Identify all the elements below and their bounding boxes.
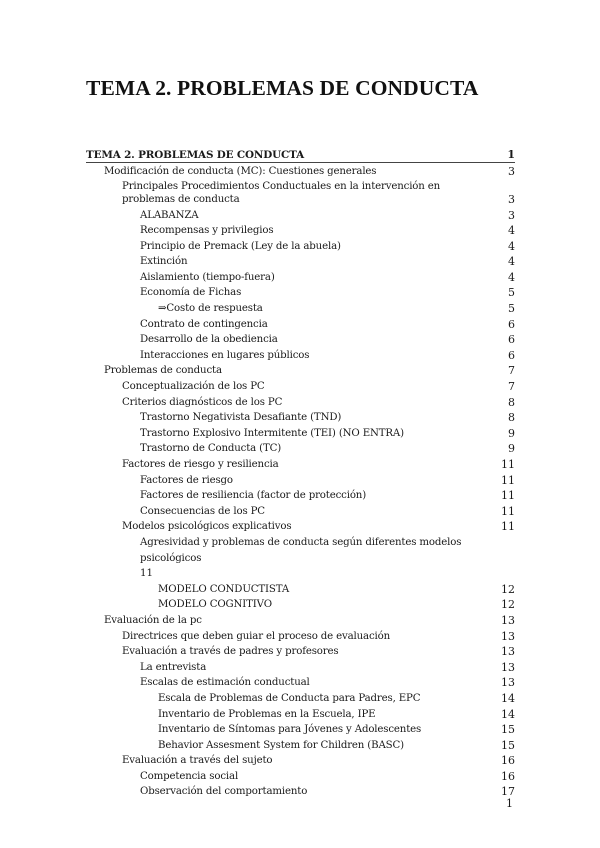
toc-entry-title: Inventario de Problemas en la Escuela, IPE bbox=[158, 708, 376, 720]
toc-entry-title: TEMA 2. PROBLEMAS DE CONDUCTA bbox=[86, 149, 305, 161]
toc-entry-title: Trastorno Explosivo Intermitente (TEI) (NO ENTRA) bbox=[140, 427, 404, 439]
toc-entry-title: Criterios diagnósticos de los PC bbox=[122, 396, 283, 408]
toc-entry-page: 11 bbox=[501, 473, 515, 487]
toc-entry-title: Directrices que deben guiar el proceso de evaluación bbox=[122, 630, 391, 642]
toc-entry[interactable] bbox=[86, 148, 515, 163]
toc-entry-page: 6 bbox=[508, 333, 515, 347]
toc-entry[interactable] bbox=[86, 644, 515, 660]
toc-entry-page: 16 bbox=[501, 769, 515, 783]
toc-entry[interactable] bbox=[86, 395, 515, 411]
toc-entry-title: Desarrollo de la obediencia bbox=[140, 334, 278, 346]
toc-entry-page: 11 bbox=[501, 504, 515, 518]
toc-entry[interactable] bbox=[86, 691, 515, 707]
toc-entry-title: MODELO COGNITIVO bbox=[158, 599, 272, 611]
toc-entry-page: 4 bbox=[508, 224, 515, 238]
toc-entry-title: Problemas de conducta bbox=[104, 365, 222, 377]
toc-entry[interactable] bbox=[86, 208, 515, 224]
toc-entry-page: 14 bbox=[501, 691, 515, 705]
toc-entry-page: 15 bbox=[501, 738, 515, 752]
page-number: 1 bbox=[506, 797, 513, 810]
toc-entry[interactable] bbox=[86, 285, 515, 301]
toc-entry-page: 11 bbox=[140, 568, 153, 580]
toc-entry-page: 11 bbox=[501, 458, 515, 471]
toc-entry-page: 13 bbox=[501, 629, 515, 643]
toc-entry-page: 12 bbox=[501, 582, 515, 596]
toc-entry[interactable] bbox=[86, 769, 515, 785]
toc-entry-title: Trastorno de Conducta (TC) bbox=[140, 443, 282, 455]
toc-entry-page: 6 bbox=[508, 317, 515, 331]
toc-entry[interactable] bbox=[86, 504, 515, 520]
toc-entry-page: 13 bbox=[501, 676, 515, 690]
toc-entry-page: 4 bbox=[508, 255, 515, 269]
toc-entry-title: ⇒Costo de respuesta bbox=[158, 303, 263, 315]
toc-entry[interactable] bbox=[86, 535, 515, 582]
toc-entry-page: 5 bbox=[508, 302, 515, 316]
toc-entry[interactable] bbox=[86, 597, 515, 613]
toc-entry-title: Factores de riesgo bbox=[140, 474, 233, 486]
toc-entry-page: 4 bbox=[508, 270, 515, 284]
toc-entry[interactable] bbox=[86, 629, 515, 645]
toc-entry-title: Behavior Assesment System for Children (BASC) bbox=[158, 739, 404, 751]
toc-entry-title: Modificación de conducta (MC): Cuestiones generales bbox=[104, 166, 377, 177]
toc-entry-page: 12 bbox=[501, 598, 515, 612]
toc-entry-page: 8 bbox=[508, 395, 515, 409]
toc-entry-page: 5 bbox=[508, 286, 515, 300]
toc-entry[interactable] bbox=[86, 722, 515, 738]
toc-entry[interactable] bbox=[86, 426, 515, 442]
toc-entry-title: Consecuencias de los PC bbox=[140, 505, 265, 517]
page-title: TEMA 2. PROBLEMAS DE CONDUCTA bbox=[86, 76, 479, 100]
toc-entry-page: 11 bbox=[501, 520, 515, 534]
toc-entry[interactable] bbox=[86, 519, 515, 535]
toc-entry[interactable] bbox=[86, 301, 515, 317]
toc-entry-title: MODELO CONDUCTISTA bbox=[158, 583, 290, 595]
toc-entry[interactable] bbox=[86, 348, 515, 364]
toc-entry-title: Evaluación a través de padres y profesores bbox=[122, 646, 339, 658]
table-of-contents bbox=[86, 148, 515, 800]
toc-entry-page: 16 bbox=[501, 754, 515, 768]
toc-entry[interactable] bbox=[86, 410, 515, 426]
toc-entry-page: 4 bbox=[508, 239, 515, 253]
toc-entry[interactable] bbox=[86, 180, 515, 206]
toc-entry[interactable] bbox=[86, 473, 515, 489]
toc-entry[interactable] bbox=[86, 488, 515, 504]
toc-entry-title: Conceptualización de los PC bbox=[122, 381, 265, 393]
toc-entry-title: Recompensas y privilegios bbox=[140, 225, 274, 237]
toc-entry-page: 8 bbox=[508, 411, 515, 425]
toc-entry[interactable] bbox=[86, 660, 515, 676]
toc-entry-title: Principales Procedimientos Conductuales en la intervención en problemas de conducta bbox=[122, 180, 441, 205]
toc-entry[interactable] bbox=[86, 707, 515, 723]
toc-entry-page: 13 bbox=[501, 613, 515, 627]
toc-entry[interactable] bbox=[86, 753, 515, 769]
toc-entry-page: 15 bbox=[501, 723, 515, 737]
toc-entry[interactable] bbox=[86, 379, 515, 395]
toc-entry[interactable] bbox=[86, 457, 515, 473]
toc-entry-page: 13 bbox=[501, 660, 515, 674]
toc-entry-page: 13 bbox=[501, 645, 515, 659]
toc-entry[interactable] bbox=[86, 784, 515, 800]
toc-entry-title: Extinción bbox=[140, 256, 188, 268]
toc-entry-title: Aislamiento (tiempo-fuera) bbox=[140, 271, 275, 283]
toc-entry[interactable] bbox=[86, 332, 515, 348]
toc-entry-page: 17 bbox=[501, 785, 515, 799]
toc-entry-title: Escalas de estimación conductual bbox=[140, 677, 310, 689]
toc-entry-title: Trastorno Negativista Desafiante (TND) bbox=[140, 412, 342, 424]
toc-entry-title: Factores de riesgo y resiliencia bbox=[122, 459, 279, 470]
toc-entry-title: La entrevista bbox=[140, 661, 207, 673]
toc-entry-page: 11 bbox=[501, 489, 515, 503]
toc-entry-page: 3 bbox=[508, 208, 515, 222]
toc-entry[interactable] bbox=[86, 675, 515, 691]
toc-entry-page: 9 bbox=[508, 426, 515, 440]
toc-entry[interactable] bbox=[86, 164, 515, 180]
toc-entry-title: Escala de Problemas de Conducta para Padres, EPC bbox=[158, 692, 421, 704]
toc-entry-title: Economía de Fichas bbox=[140, 287, 242, 299]
toc-entry-page: 1 bbox=[507, 148, 515, 161]
toc-entry[interactable] bbox=[86, 613, 515, 629]
toc-entry-title: Competencia social bbox=[140, 770, 239, 782]
toc-entry-title: Evaluación de la pc bbox=[104, 614, 202, 626]
toc-entry-title: Factores de resiliencia (factor de protección) bbox=[140, 490, 367, 502]
toc-entry-page: 3 bbox=[508, 192, 515, 206]
toc-entry-title: Evaluación a través del sujeto bbox=[122, 755, 273, 767]
toc-entry-title: Modelos psicológicos explicativos bbox=[122, 521, 292, 533]
toc-entry[interactable] bbox=[86, 254, 515, 270]
toc-entry-title: Principio de Premack (Ley de la abuela) bbox=[140, 240, 341, 252]
toc-entry-title: Interacciones en lugares públicos bbox=[140, 349, 310, 361]
toc-entry-title: Observación del comportamiento bbox=[140, 786, 308, 798]
toc-entry[interactable] bbox=[86, 223, 515, 239]
toc-entry[interactable] bbox=[86, 239, 515, 255]
toc-entry-title: Contrato de contingencia bbox=[140, 318, 268, 330]
toc-entry-page: 9 bbox=[508, 442, 515, 456]
toc-entry[interactable] bbox=[86, 270, 515, 286]
toc-entry-page: 14 bbox=[501, 707, 515, 721]
toc-entry-title: Agresividad y problemas de conducta según diferentes modelos psicológicos bbox=[140, 536, 462, 564]
toc-entry-page: 6 bbox=[508, 348, 515, 362]
toc-entry[interactable] bbox=[86, 582, 515, 598]
toc-entry-title: Inventario de Síntomas para Jóvenes y Adolescentes bbox=[158, 724, 422, 736]
toc-entry-page: 3 bbox=[508, 165, 515, 178]
toc-entry[interactable] bbox=[86, 441, 515, 457]
toc-entry[interactable] bbox=[86, 363, 515, 379]
toc-entry-page: 7 bbox=[508, 364, 515, 378]
toc-entry[interactable] bbox=[86, 738, 515, 754]
toc-entry[interactable] bbox=[86, 317, 515, 333]
toc-entry-page: 7 bbox=[508, 380, 515, 394]
toc-entry-title: ALABANZA bbox=[140, 209, 199, 221]
